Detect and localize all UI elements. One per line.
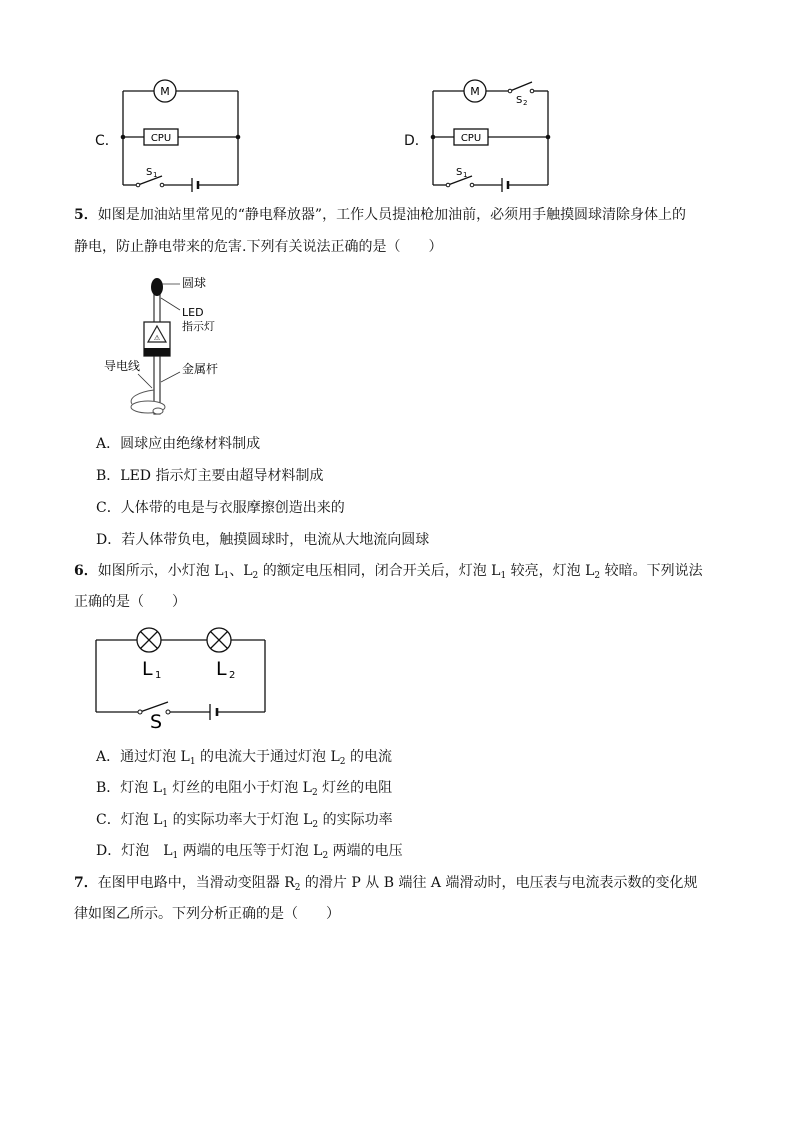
motor-label-d: M — [470, 85, 480, 98]
option-d-letter: D． — [404, 133, 429, 149]
ball — [151, 278, 163, 296]
q6-option-b: B．灯泡 $L_1$ 灯丝的电阻小于灯泡 $L_2$ 灯丝的电阻 — [96, 780, 393, 798]
cpu-label-d: CPU — [460, 133, 482, 144]
q5-option-d: D．若人体带负电，触摸圆球时，电流从大地流向圆球 — [96, 532, 430, 548]
static-discharger-figure — [98, 270, 248, 425]
q6-option-a: A．通过灯泡 $L_1$ 的电流大于通过灯泡 $L_2$ 的电流 — [96, 749, 392, 767]
question-5-line1: 5．如图是加油站里常见的“静电释放器”，工作人员提油枪加油前，必须用手触摸圆球清除身体上的 — [74, 207, 687, 223]
switch1-label-d: S — [456, 167, 463, 178]
svg-text:1: 1 — [153, 171, 158, 179]
q5-option-a: A．圆球应由绝缘材料制成 — [96, 436, 261, 452]
switch-label: S — [150, 711, 163, 733]
svg-text:⚠: ⚠ — [153, 334, 161, 342]
q5-option-b: B．LED 指示灯主要由超导材料制成 — [96, 468, 324, 484]
wire-label: 导电线 — [104, 359, 141, 373]
question-7-line2: 律如图乙所示。下列分析正确的是（ ） — [74, 906, 340, 922]
switch2-label-d: S — [516, 95, 523, 106]
question-7-line1: 7．在图甲电路中，当滑动变阻器 $R_2$ 的滑片 P 从 B 端往 A 端滑动时，电压表与电流表示数的变化规 — [74, 875, 698, 893]
svg-text:1: 1 — [155, 670, 162, 681]
question-6-line2: 正确的是（ ） — [74, 594, 186, 610]
lamp2-label: L — [216, 658, 227, 680]
lamp-circuit-diagram — [92, 620, 272, 733]
led-label: LED — [182, 306, 204, 319]
cpu-label-c: CPU — [150, 133, 172, 144]
svg-text:指示灯: 指示灯 — [182, 320, 215, 333]
circuit-diagram-d — [420, 75, 560, 193]
svg-text:2: 2 — [229, 670, 236, 681]
option-c-letter: C． — [95, 133, 119, 149]
q5-option-c: C．人体带的电是与衣服摩擦创造出来的 — [96, 500, 345, 516]
circuit-diagram-c — [110, 75, 250, 193]
q6-option-d: D．灯泡 $L_1$ 两端的电压等于灯泡 $L_2$ 两端的电压 — [96, 843, 403, 861]
motor-label-c: M — [160, 85, 170, 98]
svg-text:1: 1 — [463, 171, 468, 179]
q6-option-c: C．灯泡 $L_1$ 的实际功率大于灯泡 $L_2$ 的实际功率 — [96, 812, 393, 830]
ball-label: 圆球 — [182, 276, 207, 290]
rod-label: 金属杆 — [182, 362, 219, 376]
question-5-line2: 静电，防止静电带来的危害.下列有关说法正确的是（ ） — [74, 239, 443, 255]
switch-label-c: S — [146, 167, 153, 178]
lamp1-label: L — [142, 658, 153, 680]
question-6-line1: 6．如图所示，小灯泡 $L_1$、$L_2$ 的额定电压相同，闭合开关后，灯泡 $L_1$ 较亮，灯泡 $L_2$ 较暗。下列说法 — [74, 563, 703, 581]
svg-text:2: 2 — [523, 99, 528, 107]
